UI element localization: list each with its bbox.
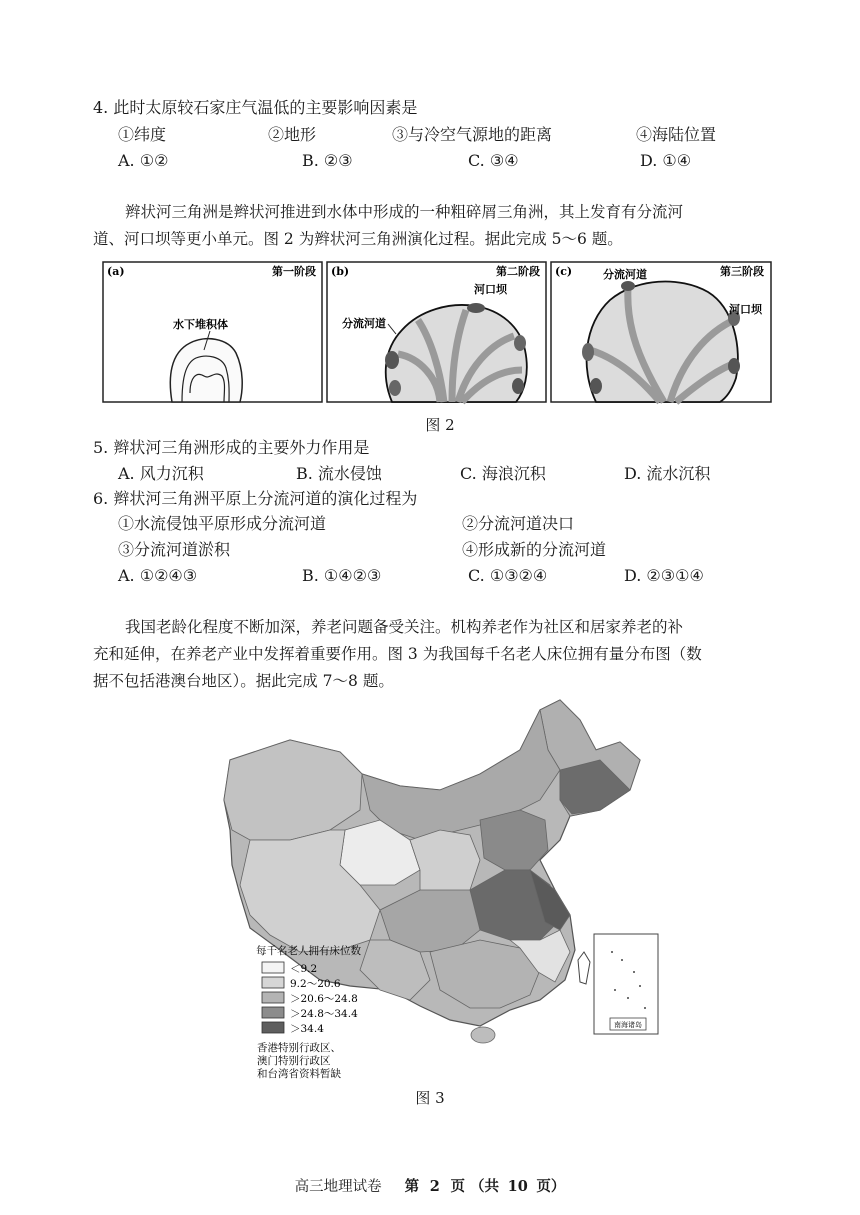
passage-1-line-1: 辫状河三角洲是辫状河推进到水体中形成的一种粗碎屑三角洲，其上发育有分流河	[125, 203, 684, 221]
passage-2	[93, 614, 773, 695]
legend-label-2: 9.2～20.6	[290, 978, 341, 990]
page-footer	[0, 1175, 860, 1196]
q4-stem: 4. 此时太原较石家庄气温低的主要影响因素是	[93, 98, 418, 117]
panel-c	[551, 262, 771, 402]
legend-swatch-4	[262, 1007, 284, 1018]
q6-step-2: ②分流河道决口	[462, 514, 575, 533]
panel-a	[103, 262, 322, 402]
figure-3-caption: 图 3	[415, 1089, 445, 1107]
panel-b	[327, 262, 546, 402]
passage-1-line-2: 道、河口坝等更小单元。图 2 为辫状河三角洲演化过程。据此完成 5～6 题。	[93, 230, 623, 248]
note-line-2: 澳门特别行政区	[257, 1055, 331, 1067]
q5-stem: 5. 辫状河三角洲形成的主要外力作用是	[93, 438, 370, 457]
footer-title: 高三地理试卷	[294, 1179, 382, 1195]
panel-a-tag: (a)	[107, 265, 125, 278]
panel-a-stage: 第一阶段	[272, 265, 316, 278]
q4-factor-2: ②地形	[268, 125, 317, 144]
passage-2-line-2: 充和延伸，在养老产业中发挥着重要作用。图 3 为我国每千名老人床位拥有量分布图（数	[93, 645, 702, 663]
q4-option-d: D. ①④	[640, 151, 692, 170]
q6-option-a: A. ①②④③	[118, 566, 198, 585]
legend-label-1: ＜9.2	[290, 963, 318, 975]
footer-page-mid: 页 （共	[450, 1178, 499, 1195]
q6-stem: 6. 辫状河三角洲平原上分流河道的演化过程为	[93, 489, 418, 508]
panel-b-stage: 第二阶段	[496, 265, 540, 278]
legend-swatch-3	[262, 992, 284, 1003]
q4-factor-1: ①纬度	[118, 125, 167, 144]
passage-1	[93, 199, 773, 253]
panel-c-stage: 第三阶段	[720, 265, 764, 278]
panel-b-label-channel: 分流河道	[342, 317, 386, 330]
q5-option-a: A. 风力沉积	[118, 464, 204, 483]
legend-swatch-1	[262, 962, 284, 973]
q5-option-d: D. 流水沉积	[624, 464, 711, 483]
note-line-1: 香港特别行政区、	[257, 1042, 341, 1054]
q4-option-b: B. ②③	[302, 151, 353, 170]
q6-option-b: B. ①④②③	[302, 566, 382, 585]
panel-c-label-bar: 河口坝	[729, 303, 762, 316]
q6-step-1: ①水流侵蚀平原形成分流河道	[118, 514, 327, 533]
figure-2-delta-evolution	[0, 258, 860, 408]
legend-label-5: ＞34.4	[290, 1023, 324, 1035]
q4-option-c: C. ③④	[468, 151, 519, 170]
legend-label-4: ＞24.8～34.4	[290, 1008, 358, 1020]
q5-option-b: B. 流水侵蚀	[296, 464, 382, 483]
panel-c-tag: (c)	[555, 265, 573, 278]
q4-factor-3: ③与冷空气源地的距离	[392, 125, 553, 144]
passage-2-line-1: 我国老龄化程度不断加深，养老问题备受关注。机构养老作为社区和居家养老的补	[125, 618, 684, 636]
panel-b-tag: (b)	[331, 265, 350, 278]
footer-page-prefix: 第	[404, 1178, 420, 1195]
footer-page-num: 2	[429, 1178, 440, 1195]
q6-step-3: ③分流河道淤积	[118, 540, 231, 559]
footer-page-suffix: 页）	[536, 1178, 566, 1195]
q5-option-c: C. 海浪沉积	[460, 464, 546, 483]
q6-option-d: D. ②③①④	[624, 566, 704, 585]
legend-title: 每千名老人拥有床位数	[256, 945, 361, 957]
legend-swatch-2	[262, 977, 284, 988]
q4-factor-4: ④海陆位置	[636, 125, 717, 144]
q6-step-4: ④形成新的分流河道	[462, 540, 607, 559]
figure-2-caption: 图 2	[425, 416, 455, 434]
legend-swatch-5	[262, 1022, 284, 1033]
panel-a-label-deposit: 水下堆积体	[173, 318, 228, 331]
figure-3-map	[0, 690, 860, 1090]
note-line-3: 和台湾省资料暂缺	[257, 1068, 341, 1080]
q6-option-c: C. ①③②④	[468, 566, 548, 585]
legend-label-3: ＞20.6～24.8	[290, 993, 358, 1005]
panel-b-label-bar: 河口坝	[474, 283, 507, 296]
passage-2-line-3: 据不包括港澳台地区）。据此完成 7～8 题。	[93, 672, 394, 690]
q4-option-a: A. ①②	[118, 151, 169, 170]
footer-total: 10	[507, 1178, 528, 1195]
panel-c-label-channel: 分流河道	[603, 268, 647, 281]
inset-label: 南海诸岛	[614, 1021, 642, 1029]
